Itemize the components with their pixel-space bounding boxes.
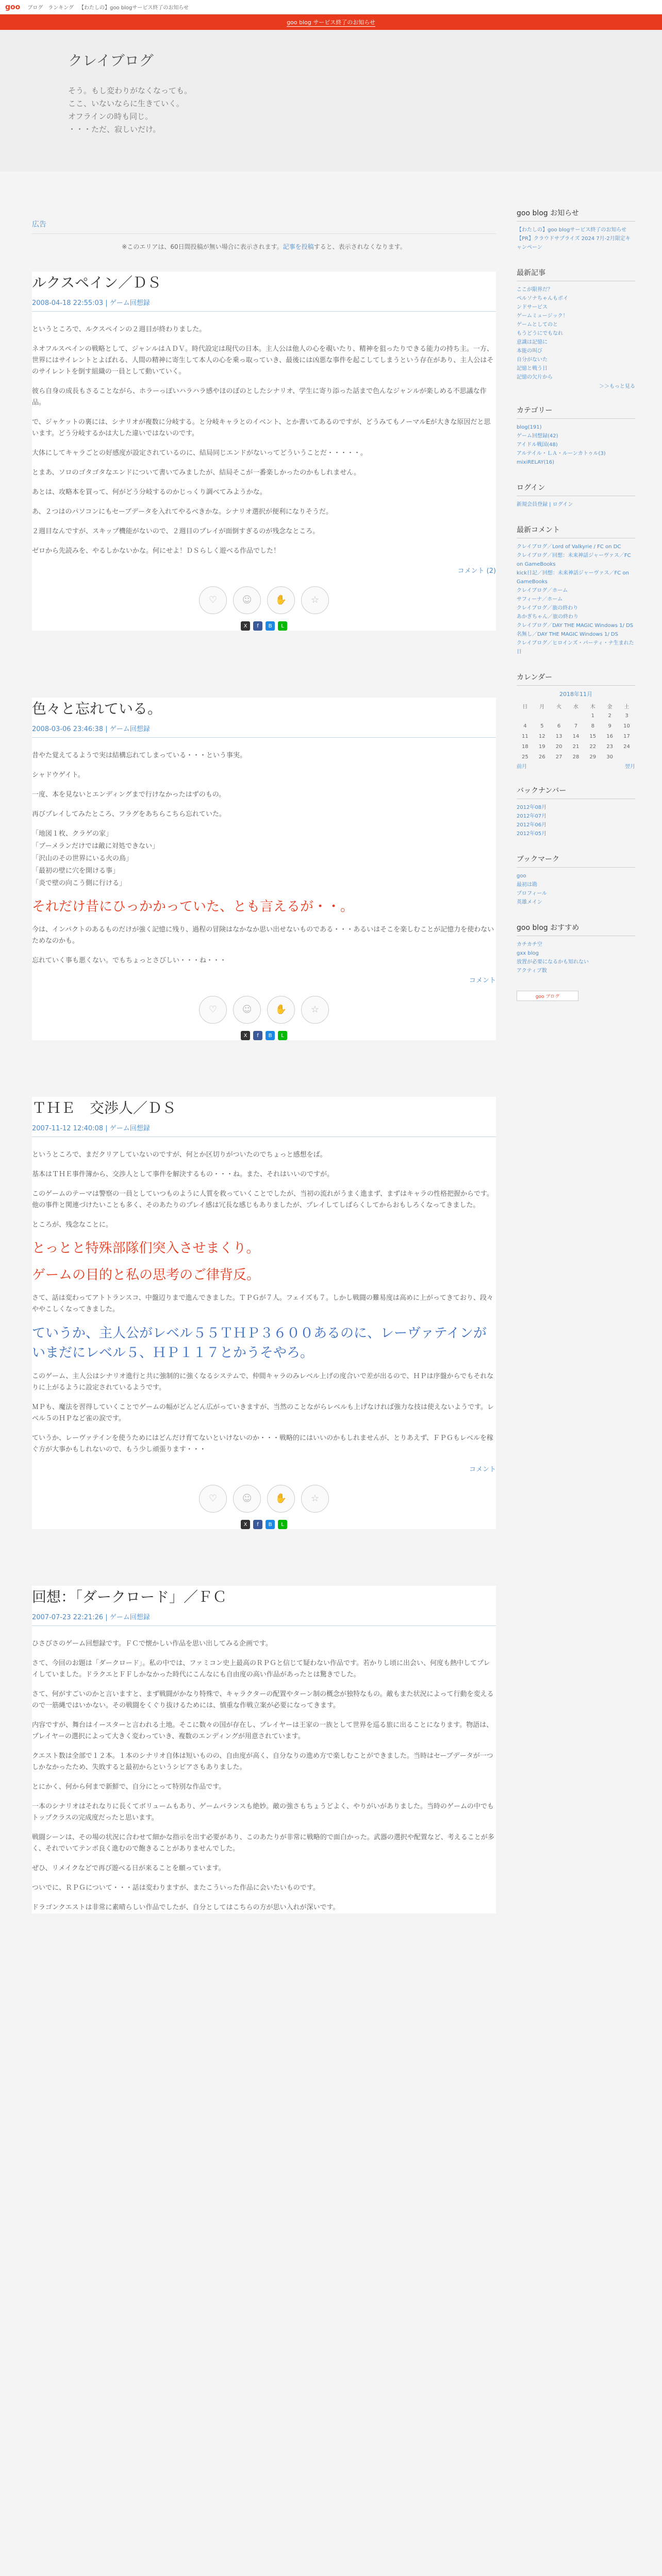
clap-icon: ✋ [275, 1493, 287, 1504]
calendar-day: 29 [589, 754, 597, 760]
calendar-day: 22 [589, 743, 597, 750]
like-button[interactable] [199, 586, 227, 614]
calendar-day: 28 [572, 754, 580, 760]
comment-link[interactable]: 名無し／DAY THE MAGIC Windows 1/ DS [517, 632, 618, 637]
paragraph: 忘れていく事も悪くない。でもちょっとさびしい・・・ね・・・ [32, 957, 227, 964]
paragraph: 内容ですが、舞台はイースターと言われる土地。そこに数々の国が存在し、プレイヤーは王家の一族として世界を巡る旅に出ることになります。物語は、プレイヤーの選択によって大きく変わっていき、複数のエンディングが用意されています。 [32, 1721, 493, 1740]
paragraph: ドラゴンクエストは非常に素晴らしい作品でしたが、自分としてはこちらの方が思い入れが深いです。 [32, 1904, 340, 1911]
x-share-icon[interactable]: X [241, 1031, 250, 1040]
category-link[interactable]: mixiRELAY(16) [517, 460, 554, 465]
sidebar-link[interactable]: 【PR】クラウドサプライズ 2024 7月-2月限定キャンペーン [517, 236, 631, 250]
emphasis-text: ていうか、主人公がレベル５５ＴＨＰ３６００あるのに、レーヴァテインがいまだにレベル５、ＨＰ１１７とかうそやろ。 [32, 1326, 487, 1361]
post [32, 1586, 496, 1913]
facebook-share-icon[interactable]: f [253, 621, 262, 631]
calendar-day: 6 [557, 723, 561, 729]
category-link[interactable]: ゲーム回想録(42) [517, 433, 558, 439]
clap-icon: ✋ [275, 595, 287, 605]
calendar-day: 9 [608, 723, 611, 729]
post-title[interactable]: 色々と忘れている。 [32, 700, 162, 717]
calendar-day: 4 [523, 723, 527, 729]
sidebar-heading: goo blog おすすめ [517, 922, 635, 936]
nav-ranking[interactable]: ランキング [48, 5, 74, 11]
calendar-day: 24 [623, 743, 630, 750]
post-meta[interactable]: 2008-04-18 22:55:03 | ゲーム回想録 [32, 297, 496, 312]
paragraph: ＭＰも、魔法を習得していくことでゲームの幅がどんどん広がっていきますが、当然のことながらレベルも上げなければ強力な技は使えないようです。レベル５のＨＰなど雀の涙です。 [32, 1403, 494, 1422]
paragraph: さて、話は変わってアトトランスコ、中盤辺りまで進んできました。ＴＰＧが７人。フェイズも７。しかし戦闘の難易度は高めに上がってきており、段々ややこしくなってきました。 [32, 1294, 493, 1313]
calendar-day [551, 710, 568, 721]
recent-post-link[interactable]: ここが限界だ？ [517, 287, 553, 293]
calendar-day [517, 710, 534, 721]
calendar-day: 1 [591, 713, 594, 719]
sidebar-category-box [517, 405, 635, 467]
calendar-day: 2 [608, 713, 611, 719]
calendar-day: 15 [589, 733, 597, 739]
nav-end-notice[interactable]: 【わたしの】goo blogサービス終了のお知らせ [78, 5, 189, 11]
paragraph: ２週目なんですが、スキップ機能がないので、２週目のプレイが面倒すぎるのが残念なところ。 [32, 528, 320, 535]
recent-post-link[interactable]: ゲームとしてのと [517, 322, 558, 328]
calendar-weekday: 水 [573, 704, 578, 710]
blog-header [0, 30, 662, 172]
like-button[interactable] [301, 1485, 329, 1513]
comment-link[interactable]: コメント [469, 977, 496, 985]
reaction-buttons [32, 586, 496, 614]
paragraph: 「地図１枚、クラゲの家」 [32, 830, 113, 838]
archive-link[interactable]: 2012年08月 [517, 805, 547, 810]
goo-blog-badge[interactable] [517, 991, 578, 1001]
calendar-day: 30 [606, 754, 613, 760]
paragraph: 「最初の壁に穴を開ける事」 [32, 867, 120, 875]
post-title[interactable]: 回想：「ダークロード」／ＦＣ [32, 1588, 227, 1605]
paragraph: 「沢山のその世界にいる火の鳥」 [32, 855, 133, 862]
paragraph: で、ジャケットの裏には、シナリオが複数に分岐する。と分岐キャラとのイベント、とか書いてあるのですが、どうみてもノーマルEが大きな原因だと思います。どう分岐するかは大した違いではないのです。 [32, 418, 491, 437]
post [32, 272, 496, 631]
comment-link[interactable]: サフィーナ／ホーム [517, 597, 563, 602]
comment-link[interactable]: kick日記／回想：未来神話ジャーヴァス／FC on GameBooks [517, 570, 629, 585]
main-column [32, 172, 496, 1922]
sidebar-heading: 最新記事 [517, 267, 635, 281]
sidebar-notice-box [517, 208, 635, 252]
desc-line: オフラインの時も同じ。 [68, 112, 153, 121]
calendar-day [618, 752, 635, 762]
paragraph: 一本のシナリオはそれなりに長くてボリュームもあり、ゲームバランスも絶妙。敵の強さもちょうどよく、やりがいがありました。当時のゲームの中でもトップクラスの完成度だったと思います。 [32, 1803, 494, 1822]
like-button[interactable] [233, 1485, 261, 1513]
recent-post-link[interactable]: ンドサービス [517, 304, 548, 310]
calendar-month: 2018年11月 [559, 691, 592, 698]
calendar-day: 14 [572, 733, 580, 739]
blog-description [68, 84, 662, 136]
recent-post-link[interactable]: 記憶の欠片から [517, 375, 553, 380]
paragraph: このゲーム、主人公はシナリオ進行と共に強制的に強くなるシステムで、仲間キャラのみレベル上げの度合いで差が出るので、ＨＰは序盤からでもそれなりに上がるように設定されているようです。 [32, 1372, 494, 1392]
comment-link[interactable]: クレイブログ／回想：未来神話ジャーヴァス／FC on GameBooks [517, 553, 631, 567]
recent-post-link[interactable]: 本能の叫び [517, 348, 542, 354]
x-share-icon[interactable]: X [241, 621, 250, 631]
share-buttons [32, 621, 496, 631]
nav-blog[interactable]: ブログ [27, 5, 43, 11]
post-meta[interactable]: 2007-07-23 22:21:26 | ゲーム回想録 [32, 1612, 496, 1626]
smile-icon: ☺ [242, 1004, 252, 1015]
paragraph: このゲームのテーマは警察の一員としていつものように人質を救っていくことでしたが、当初の流れがうまく進まず、まずはキャラの性格把握からです。他の事件と関連づけたいことも多く、そのあたりのプレイ感は冗長な感じもありましたが、プレイしてしばらくしてからおもしろくなってきました。 [32, 1190, 493, 1209]
bookmark-link[interactable]: プロフィール [517, 891, 547, 896]
calendar-weekday: 木 [590, 704, 595, 710]
sidebar-recommend-box [517, 922, 635, 975]
recent-post-link[interactable]: 自分がないた [517, 357, 548, 363]
archive-link[interactable]: 2012年06月 [517, 822, 547, 828]
prev-month-link[interactable]: 前月 [517, 764, 527, 770]
post [32, 1097, 496, 1529]
calendar-day: 13 [555, 733, 562, 739]
line-share-icon[interactable]: L [278, 1031, 287, 1040]
facebook-share-icon[interactable]: f [253, 1031, 262, 1040]
ad-note-text: ※このエリアは、60日間投稿が無い場合に表示されます。 [122, 243, 283, 250]
recommend-link[interactable]: カチカチ空 [517, 942, 542, 947]
category-link[interactable]: アルテイル・ＬＡ・ルーンカトゥル(3) [517, 451, 606, 456]
calendar-day: 10 [623, 723, 630, 729]
calendar-day: 23 [606, 743, 613, 750]
line-share-icon[interactable]: L [278, 1520, 287, 1529]
calendar-weekday: 土 [624, 704, 630, 710]
comment-link[interactable]: クレイブログ／旅の終わり [517, 605, 578, 611]
sidebar-comments-box [517, 524, 635, 656]
sidebar-heading: カレンダー [517, 672, 635, 686]
share-buttons [32, 1520, 496, 1529]
hatena-share-icon[interactable]: B [266, 1520, 275, 1529]
paragraph: 昔やた覚えてるようで実は結構忘れてしまっている・・・という事実。 [32, 752, 247, 759]
post-article-link[interactable]: 記事を投稿 [283, 243, 314, 250]
sidebar [517, 172, 635, 1001]
sidebar-backnumber-box [517, 785, 635, 838]
recommend-link[interactable]: gxx blog [517, 951, 539, 956]
paragraph: 大体にしてキャラごとの好感度が設定されているのに、結局同じエンドがないってどういうことだ・・・・・。 [32, 449, 368, 457]
facebook-share-icon[interactable]: f [253, 1520, 262, 1529]
heart-icon: ♡ [208, 1004, 218, 1015]
calendar-day: 3 [625, 713, 628, 719]
ad-label: 広告 [32, 219, 496, 234]
desc-line: ここ、いないならに生きていく。 [68, 99, 184, 108]
paragraph: ひさびさのゲーム回想録です。ＦＣで懐かしい作品を思い出してみる企画です。 [32, 1640, 272, 1648]
sidebar-heading: ログイン [517, 482, 635, 496]
calendar-day: 19 [538, 743, 545, 750]
emphasis-text: とっとと特殊部隊们突入させまくり。 [32, 1241, 260, 1256]
like-button[interactable] [267, 586, 295, 614]
calendar-day: 5 [540, 723, 544, 729]
archive-link[interactable]: 2012年05月 [517, 831, 547, 837]
clap-icon: ✋ [275, 1004, 287, 1015]
goo-logo[interactable]: goo [5, 3, 21, 11]
calendar-day: 7 [574, 723, 578, 729]
paragraph: とにかく、何から何まで新鮮で、自分にとって特別な作品です。 [32, 1783, 226, 1791]
bookmark-link[interactable]: goo [517, 873, 526, 879]
sidebar-bookmark-box [517, 854, 635, 907]
like-button[interactable] [199, 1485, 227, 1513]
paragraph: ていうか、レーヴァテインを使うためにはどんだけ育てないといけないのか・・・戦略的にはいいのかもしれませんが、とりあえず、ＦＰＧもレベルを稼ぐ方が大事かもしれないので、もう少し頑張ります・・・ [32, 1434, 493, 1453]
emphasis-text: ゲームの目的と私の思考のご律背反。 [32, 1267, 260, 1283]
register-link[interactable]: 新規会員登録 [517, 502, 548, 507]
heart-icon: ♡ [208, 1493, 218, 1504]
like-button[interactable] [199, 996, 227, 1024]
like-button[interactable] [301, 586, 329, 614]
paragraph: 「炎で壁の向こう側に行ける」 [32, 879, 126, 887]
calendar-day [568, 710, 585, 721]
login-link[interactable]: ログイン [552, 502, 573, 507]
like-button[interactable] [267, 1485, 295, 1513]
like-button[interactable] [233, 586, 261, 614]
paragraph: 今は、インパクトのあるものだけが強く記憶に残り、過程の冒険はなかなか思い出せないものである・・・あるいはそこを楽しむことが記憶力を使わないためなのかも。 [32, 926, 494, 945]
next-month-link[interactable]: 翌月 [625, 764, 635, 770]
calendar-weekday: 日 [522, 704, 528, 710]
comment-link[interactable]: あかぎちゃん／旅の終わり [517, 614, 578, 620]
paragraph: ゼロから先読みを、やるしかないかな。何にせよ！ＤＳらしく遊べる作品でした！ [32, 547, 280, 555]
service-end-banner-text[interactable]: goo blog サービス終了のお知らせ [287, 19, 375, 26]
paragraph: あとは、攻略本を買って、何がどう分岐するのかじっくり調べてみようかな。 [32, 488, 267, 496]
sidebar-heading: goo blog お知らせ [517, 208, 635, 222]
bookmark-link[interactable]: 英雄メイン [517, 900, 542, 905]
calendar-day: 11 [522, 733, 528, 739]
sidebar-calendar-box [517, 672, 635, 770]
sidebar-recent-box [517, 267, 635, 389]
calendar-nav [517, 762, 635, 770]
like-button[interactable] [301, 996, 329, 1024]
calendar-weekday: 金 [607, 704, 613, 710]
top-navigation-bar [0, 0, 662, 14]
post-title[interactable]: ルクスペイン／ＤＳ [32, 274, 162, 291]
comment-link[interactable]: クレイブログ／DAY THE MAGIC Windows 1/ DS [517, 623, 634, 629]
paragraph: さて、今回のお題は「ダークロード」。私の中では、ファミコン史上最高のＲＰＧと信じて疑わない作品です。若かりし頃に出会い、何度も熱中してプレイしていました。ドラクエとＦＦしかなかった時代にこんなにも自由度の高い作品があったとは驚きでした。 [32, 1659, 490, 1679]
recommend-link[interactable]: 放置が必要になるかも知れない [517, 959, 589, 965]
archive-link[interactable]: 2012年07月 [517, 814, 547, 819]
paragraph: ところが、残念なことに。 [32, 1221, 113, 1229]
category-link[interactable]: アイドル戦国(48) [517, 442, 558, 448]
paragraph: 彼ら自身の成長もさることながら、ホラーっぽいハラハラ感やほのぼのとしたシナリオ、学生に寄り添った話まで色んなジャンルが楽しめる不思議な作品。 [32, 387, 487, 406]
calendar-day: 8 [591, 723, 594, 729]
share-buttons [32, 1031, 496, 1040]
blog-title[interactable]: クレイブログ [68, 52, 154, 69]
reaction-buttons [32, 1485, 496, 1513]
paragraph: 戦闘シーンは、その場の状況に合わせて細かな指示を出す必要があり、このあたりが非常に戦略的で面白かった。武器の選択や配置など、考えることが多く、それでいてテンポ良く進むので飽きることがありませんでした。 [32, 1834, 494, 1853]
paragraph: 基本はＴＨＥ事件簿から、交渉人として事件を解決するもの・・・ね。また、それはいいのですが。 [32, 1171, 334, 1178]
post-meta[interactable]: 2008-03-06 23:46:38 | ゲーム回想録 [32, 723, 496, 738]
calendar-day: 27 [555, 754, 562, 760]
calendar-day: 12 [538, 733, 545, 739]
calendar-day: 20 [555, 743, 562, 750]
sidebar-heading: バックナンバー [517, 785, 635, 799]
smile-icon: ☺ [242, 1493, 252, 1504]
comment-link[interactable]: コメント [469, 1466, 496, 1473]
comment-link[interactable]: クレイブログ／Lord of Valkyrie / FC on DC [517, 544, 621, 550]
comment-link[interactable]: クレイブログ／ヒロインズ・パーティ・ナ生まれた日 [517, 640, 634, 655]
paragraph: 再びプレイしてみたところ、フラグをあちらこちら忘れていた。 [32, 810, 226, 818]
ad-note-text: すると、表示されなくなります。 [313, 243, 406, 250]
badge-text: goo ブログ [535, 994, 560, 999]
ad-note [32, 242, 496, 251]
sidebar-login-box [517, 482, 635, 509]
post-title[interactable]: ＴＨＥ 交渉人／ＤＳ [32, 1099, 177, 1116]
emphasis-text: それだけ昔にひっかかっていた、とも言えるが・・。 [32, 899, 354, 914]
paragraph: あ、２つはのパソコンにもセーブデータを入れてやるべきかな。シナリオ選択が便利になりそうだ。 [32, 508, 333, 516]
calendar-weekday: 火 [556, 704, 562, 710]
x-share-icon[interactable]: X [241, 1520, 250, 1529]
paragraph: 「ブーメランだけでは敵に対処できない」 [32, 842, 159, 850]
calendar-day: 17 [623, 733, 630, 739]
recent-post-link[interactable]: もうどうにでもなれ [517, 331, 563, 336]
sidebar-heading: 最新コメント [517, 524, 635, 538]
calendar-day: 25 [522, 754, 528, 760]
service-end-banner[interactable] [0, 14, 662, 30]
desc-line: ・・・ただ、寂しいだけ。 [68, 125, 161, 134]
star-icon: ☆ [310, 1493, 320, 1504]
sidebar-link[interactable]: 【わたしの】goo blogサービス終了のお知らせ [517, 227, 627, 233]
recommend-link[interactable]: アクティブ数 [517, 968, 547, 974]
paragraph: とまあ、ソロのゴタゴタなエンドについて書いてみましたが、結局そこが一番楽しかったのかもしれません。 [32, 469, 361, 477]
sidebar-heading: カテゴリー [517, 405, 635, 419]
smile-icon: ☺ [242, 595, 252, 605]
post-meta[interactable]: 2007-11-12 12:40:08 | ゲーム回想録 [32, 1123, 496, 1137]
bookmark-link[interactable]: 最初は勘 [517, 882, 537, 888]
like-button[interactable] [267, 996, 295, 1024]
sidebar-heading: ブックマーク [517, 854, 635, 868]
more-link[interactable]: ＞＞もっと見る [599, 384, 635, 389]
desc-line: そう。もし変わりがなくなっても。 [68, 86, 192, 95]
star-icon: ☆ [310, 1004, 320, 1015]
like-button[interactable] [233, 996, 261, 1024]
calendar-day: 21 [572, 743, 580, 750]
paragraph: ぜひ、リメイクなどで再び遊べる日が来ることを願っています。 [32, 1865, 225, 1872]
reaction-buttons [32, 996, 496, 1024]
recent-post-link[interactable]: 意識は記憶に [517, 340, 548, 345]
paragraph: ついでに、ＲＰＧについて・・・話は変わりますが、またこういった作品に会いたいものです。 [32, 1884, 320, 1892]
paragraph: シャドウゲイト。 [32, 771, 85, 779]
heart-icon: ♡ [208, 595, 218, 605]
post [32, 698, 496, 1040]
login-links: 新規会員登録 | ログイン [517, 502, 573, 507]
category-link[interactable]: blog(191) [517, 425, 542, 430]
paragraph: というところで、ルクスペインの２週目が終わりました。 [32, 326, 206, 333]
line-share-icon[interactable]: L [278, 621, 287, 631]
recent-post-link[interactable]: 記憶と戦う日 [517, 366, 548, 371]
paragraph: というところで、まだクリアしていないのですが、何とか区切りがついたのでちょっと感想をば。 [32, 1151, 327, 1159]
hatena-share-icon[interactable]: B [266, 621, 275, 631]
star-icon: ☆ [310, 595, 320, 605]
calendar-weekday: 月 [539, 704, 545, 710]
recent-post-link[interactable]: ペルソナちゃんもポイ [517, 296, 568, 301]
calendar-day [534, 710, 551, 721]
comment-link[interactable]: クレイブログ／ホーム [517, 588, 568, 594]
paragraph: ネオフルスペインの戦略として、ジャンルはＡＤＶ。時代設定は現代の日本。主人公は他人の心を覗いたり、精神を狙ったりできる能力の持ち主。一方、世界にはサイレントとよばれる、人間の精神に寄生して本人の心を乗っ取っていき、最後には凶悪な事件を起こしてしまうという存在があり、主人公はそのサイレントを倒す組織の一員として動いていく。 [32, 345, 494, 376]
calendar [517, 701, 635, 762]
comment-link[interactable]: コメント (2) [457, 567, 496, 575]
calendar-day: 26 [538, 754, 545, 760]
calendar-day: 18 [522, 743, 528, 750]
paragraph: 一度、本を見ないとエンディングまで行けなかったはずのもの。 [32, 791, 226, 799]
paragraph: さて、何がすごいのかと言いますと、まず戦闘がかなり特殊で、キャラクターの配置やターン制の概念が独特なもの。敵もまた状況によって行動を変えるので一筋縄ではいかない。その戦闘をくぐり抜けるためには、慎重な作戦立案が必要になってきます。 [32, 1690, 494, 1709]
hatena-share-icon[interactable]: B [266, 1031, 275, 1040]
paragraph: クエスト数は全部で１２本。１本のシナリオ自体は短いものの、自由度が高く、自分なりの進め方で楽しむことができました。当時はセーブデータが一つしかなかったため、失敗すると最初からというシビアさもありました。 [32, 1752, 493, 1771]
recent-post-link[interactable]: ゲームミュージック！ [517, 313, 568, 319]
calendar-day: 16 [606, 733, 613, 739]
